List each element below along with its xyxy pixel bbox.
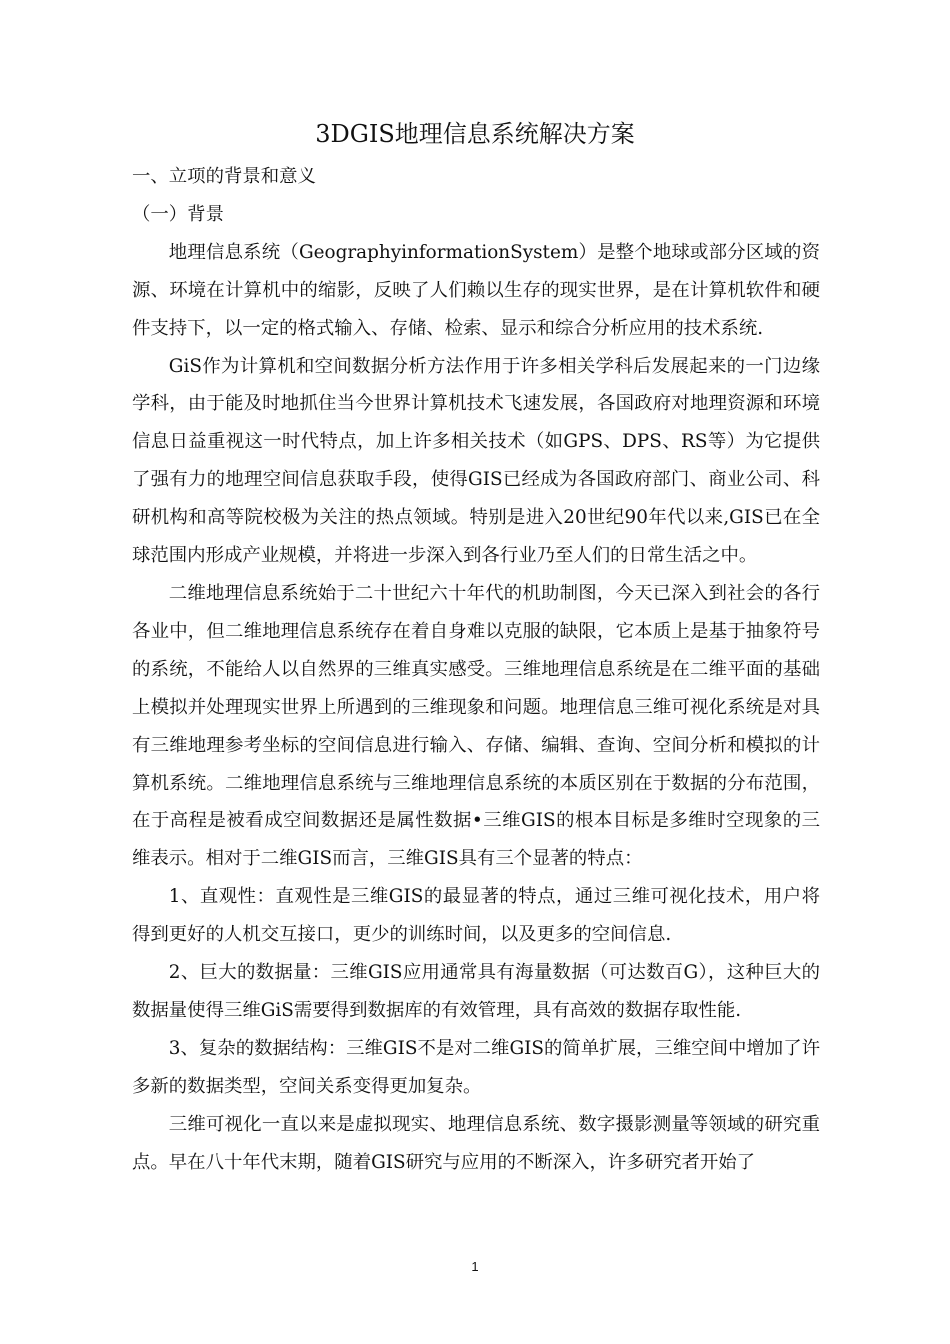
document-body: [132, 158, 820, 1181]
document-title: 3DGIS地理信息系统解决方案: [315, 120, 635, 148]
paragraph-gis-definition: 地理信息系统（GeographyinformationSystem）是整个地球或部分区域的资源、环境在计算机中的缩影，反映了人们赖以生存的现实世界，是在计算机软件和硬件支持下，以一定的格式输入、存储、检索、显示和综合分析应用的技术系统.: [132, 241, 820, 339]
paragraph-feature-data-volume: 2、巨大的数据量：三维GIS应用通常具有海量数据（可达数百G），这种巨大的数据量使得三维GiS需要得到数据库的有效管理，具有高效的数据存取性能.: [132, 962, 820, 1021]
section-heading: 一、立项的背景和意义: [132, 166, 316, 187]
subsection-heading: （一）背景: [132, 203, 224, 225]
paragraph-3d-visualization: 三维可视化一直以来是虚拟现实、地理信息系统、数字摄影测量等领域的研究重点。早在八十年代末期，随着GIS研究与应用的不断深入，许多研究者开始了: [132, 1113, 820, 1173]
paragraph-feature-intuitive: 1、直观性：直观性是三维GIS的最显著的特点，通过三维可视化技术，用户将得到更好的人机交互接口，更少的训练时间，以及更多的空间信息.: [132, 886, 820, 946]
paragraph-feature-data-structure: 3、复杂的数据结构：三维GIS不是对二维GIS的简单扩展，三维空间中增加了许多新的数据类型，空间关系变得更加复杂。: [132, 1037, 820, 1097]
paragraph-gis-development: GiS作为计算机和空间数据分析方法作用于许多相关学科后发展起来的一门边缘学科，由于能及时地抓住当今世界计算机技术飞速发展，各国政府对地理资源和环境信息日益重视这一时代特点，加上许多相关技术（如GPS、DPS、RS等）为它提供了强有力的地理空间信息获取手段，使得GIS已经成为各国政府部门、商业公司、科研机构和高等院校极为关注的热点领域。特别是进入20世纪90年代以来,GIS已在全球范围内形成产业规模，并将进一步深入到各行业乃至人们的日常生活之中。: [132, 355, 820, 567]
page-number: 1: [471, 1259, 479, 1274]
paragraph-2d-vs-3d: 二维地理信息系统始于二十世纪六十年代的机助制图，今天已深入到社会的各行各业中，但二维地理信息系统存在着自身难以克服的缺限，它本质上是基于抽象符号的系统，不能给人以自然界的三维真实感受。三维地理信息系统是在二维平面的基础上模拟并处理现实世界上所遇到的三维现象和问题。地理信息三维可视化系统是对具有三维地理参考坐标的空间信息进行输入、存储、编辑、查询、空间分析和模拟的计算机系统。二维地理信息系统与三维地理信息系统的本质区别在于数据的分布范围，在于高程是被看成空间数据还是属性数据•三维GIS的根本目标是多维时空现象的三维表示。相对于二维GIS而言，三维GIS具有三个显著的特点：: [132, 582, 820, 870]
